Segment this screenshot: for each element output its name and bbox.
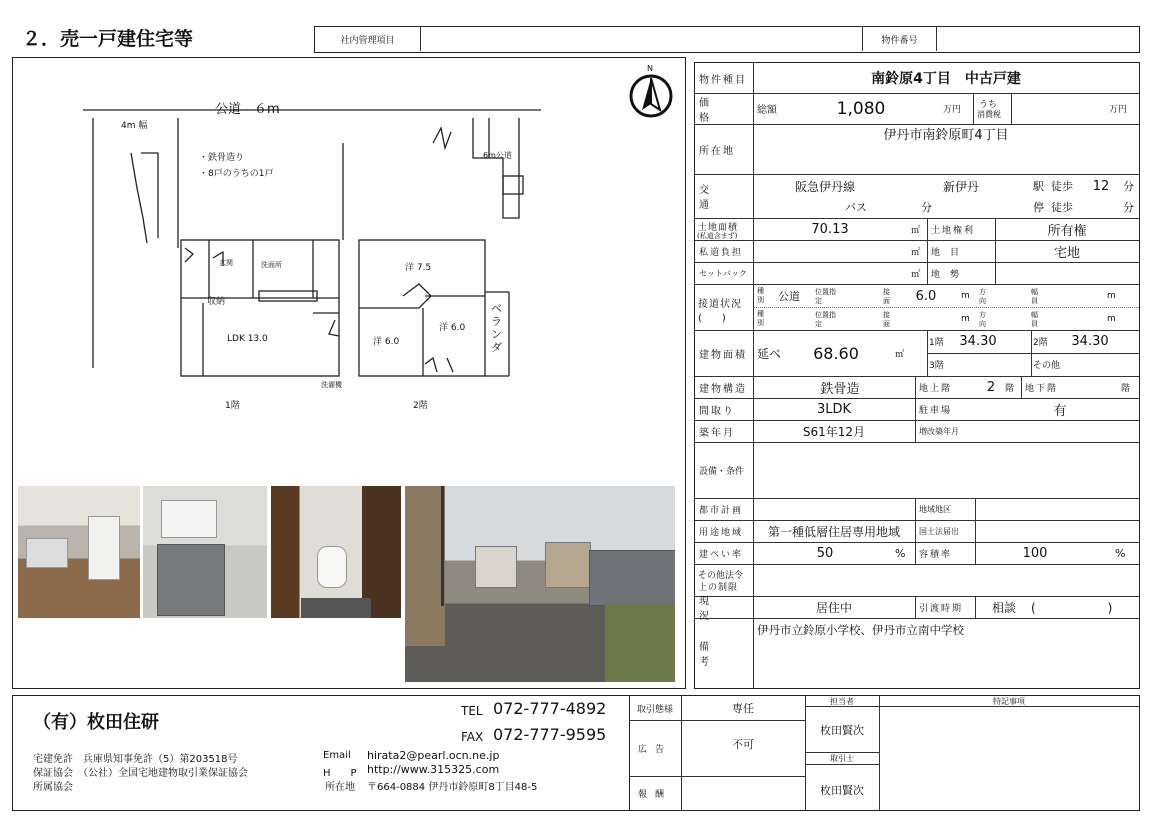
hp-label: H P: [323, 768, 357, 779]
above-label: 地上階: [919, 383, 953, 394]
bldg-area-value: 68.60: [813, 343, 859, 363]
veranda-label: ベランダ: [491, 302, 502, 354]
email-link[interactable]: hirata2@pearl.ocn.ne.jp: [367, 749, 500, 762]
fun1-label: 分: [1123, 180, 1134, 193]
sqm4: ㎡: [895, 349, 905, 360]
photo-kitchen: [18, 486, 140, 618]
photo-toilet: [271, 486, 401, 618]
fun2-label: 分: [1123, 201, 1134, 214]
room-60b-label: 洋 6.0: [439, 323, 466, 333]
tax-label-1: うち: [979, 100, 998, 110]
staff-value: 枚田賢次: [820, 724, 864, 737]
parking-value: 有: [1053, 403, 1067, 419]
houko2-label: 方向: [979, 311, 986, 328]
far-value: 100: [1022, 545, 1048, 561]
road-type-value: 公道: [778, 290, 800, 303]
shubetsu2-label: 種別: [757, 310, 764, 327]
photo-street: [405, 486, 675, 682]
floor2-area-value: 34.30: [1071, 334, 1109, 349]
yen2: 万円: [1109, 105, 1128, 115]
room-75-label: 洋 7.5: [405, 263, 432, 273]
station-value: 新伊丹: [942, 179, 979, 194]
storage-label: 収納: [207, 297, 226, 307]
fax-value: 072-777-9595: [493, 725, 607, 744]
built-value: S61年12月: [802, 424, 866, 439]
road-access-label: 接道状況: [698, 299, 742, 310]
room-60a-label: 洋 6.0: [373, 337, 400, 347]
deal-label: 取引態様: [636, 704, 673, 715]
kai2-label: 階: [1121, 383, 1131, 394]
floor1-label: 1階: [225, 401, 240, 411]
road-width2-unit: m: [961, 314, 970, 324]
floor-plan-drawing: [13, 58, 685, 478]
tel-label: TEL: [461, 704, 483, 718]
ichi-shitei2-label: 位置指定: [815, 311, 836, 328]
structure-value: 鉄骨造: [820, 381, 860, 397]
setsudo-label: 接面: [883, 288, 890, 305]
kind-label: 物件種目: [699, 74, 747, 86]
road-width-value: 6.0: [915, 288, 937, 304]
parking-label: 駐車場: [919, 405, 953, 416]
ad-value: 不可: [732, 738, 754, 751]
road-right-label: 6m公道: [483, 151, 512, 160]
photo-washroom: [143, 486, 267, 618]
floor2-label: 2階: [413, 401, 428, 411]
page-title: ２．売一戸建住宅等: [22, 28, 194, 50]
floor1-area-label: 1階: [929, 338, 944, 348]
floorplan-panel: [12, 57, 686, 689]
agent-label: 取引士: [830, 753, 854, 763]
remarks-label: 備考: [699, 642, 727, 668]
email-label: Email: [323, 750, 351, 761]
land-right-value: 所有権: [1047, 223, 1087, 239]
floor1-area-value: 34.30: [959, 334, 997, 349]
mgmt-field[interactable]: [421, 27, 863, 51]
kai-label: 階: [1005, 383, 1015, 394]
bldg-area-label: 建物面積: [699, 349, 747, 361]
assoc1-text: 保証協会 （公社）全国宅地建物取引業保証協会: [33, 768, 248, 779]
ldk-label: LDK 13.0: [227, 334, 268, 344]
zone-label: 用途地域: [699, 527, 744, 538]
total-value: 1,080: [836, 98, 886, 119]
washer-label: 洗濯機: [321, 381, 342, 389]
houko-label: 方向: [979, 288, 986, 305]
structure-label: 建物構造: [699, 383, 747, 395]
total-label: 総額: [757, 105, 777, 116]
floor2-area-label: 2階: [1033, 338, 1048, 348]
fax-label: FAX: [461, 730, 484, 744]
ad-label: 広告: [637, 744, 672, 755]
entrance-label: 玄関: [219, 259, 233, 267]
handover-paren: ( ): [1031, 600, 1113, 615]
nobe-label: 延べ: [757, 346, 782, 361]
setback-label: セットバック: [699, 268, 747, 278]
north-label: N: [647, 64, 653, 73]
walk2-label: 徒歩: [1051, 201, 1073, 214]
license-text: 宅建免許 兵庫県知事免許（5）第203518号: [33, 754, 238, 765]
hp-link[interactable]: http://www.315325.com: [367, 763, 500, 776]
below-label: 地下階: [1025, 383, 1059, 394]
address-value: 伊丹市南鈴原町4丁目: [883, 127, 1009, 143]
walk1-minutes: 12: [1092, 178, 1110, 194]
road-width-unit: m: [961, 291, 970, 301]
zone-value: 第一種低層住居専用地域: [767, 524, 900, 539]
property-no-field[interactable]: [937, 27, 1137, 51]
bcr-pct: %: [895, 546, 906, 560]
setsudo2-label: 接面: [883, 311, 890, 328]
address-label: 所在地: [699, 145, 735, 157]
district-label: 地域地区: [919, 504, 951, 514]
special-label: 特記事項: [993, 696, 1025, 706]
agent-value: 枚田賢次: [820, 784, 864, 797]
footer-panel: [12, 695, 1140, 811]
road-access-paren: ( ): [698, 313, 726, 324]
fukuin2-label: 幅員: [1031, 311, 1038, 328]
above-value: 2: [986, 379, 996, 395]
chimoku-value: 宅地: [1053, 245, 1080, 261]
washroom-label: 洗面所: [261, 261, 282, 269]
bcr-value: 50: [816, 545, 834, 561]
sqm2: ㎡: [911, 247, 921, 258]
road-left-label: 4m 幅: [121, 121, 148, 131]
property-no-label: 物件番号: [863, 27, 937, 51]
deal-value: 専任: [732, 702, 754, 715]
fukuin-unit: m: [1107, 291, 1116, 301]
floor3-area-label: 3階: [929, 361, 944, 371]
land-area-label: 土地面積: [698, 223, 739, 233]
equipment-label: 設備・条件: [699, 466, 745, 477]
tei-label: 停: [1033, 201, 1044, 214]
yen1: 万円: [943, 105, 962, 115]
land-area-sub: (私道含まず): [697, 232, 738, 240]
sqm3: ㎡: [911, 269, 921, 280]
tax-label-2: 消費税: [977, 110, 1001, 119]
price-label: 価格: [699, 97, 727, 124]
traffic-label: 交通: [699, 185, 727, 211]
assoc2-text: 所属協会: [33, 782, 73, 793]
remarks-value: 伊丹市立鈴原小学校、伊丹市立南中学校: [757, 623, 964, 637]
chimoku-label: 地目: [931, 247, 970, 258]
private-road-label: 私道負担: [699, 247, 744, 258]
line-value: 阪急伊丹線: [794, 179, 855, 194]
built-label: 築年月: [699, 427, 735, 439]
bus-label: バス: [845, 201, 867, 214]
status-value: 居住中: [815, 600, 852, 615]
eki-label: 駅: [1033, 180, 1044, 193]
fee-label: 報酬: [637, 789, 672, 800]
far-label: 容積率: [919, 549, 953, 560]
staff-label: 担当者: [830, 696, 854, 706]
property-info-table: [694, 62, 1140, 689]
tel-value: 072-777-4892: [493, 699, 607, 718]
law-label-2: 上の制限: [698, 583, 739, 593]
road-type-label: 種別: [757, 287, 764, 304]
kind-value: 南鈴原4丁目 中古戸建: [871, 71, 1021, 87]
far-pct: %: [1115, 546, 1126, 560]
other-area-label: その他: [1033, 361, 1061, 371]
management-bar: [314, 26, 1140, 53]
bcr-label: 建ぺい率: [699, 549, 744, 560]
city-plan-label: 都市計画: [699, 505, 744, 516]
office-addr: 〒664-0884 伊丹市鈴原町8丁目48-5: [367, 782, 538, 793]
ichi-shitei-label: 位置指定: [815, 288, 836, 305]
road-top-label: 公道 ６m: [215, 102, 280, 117]
note-structure: ・鉄骨造り: [199, 153, 245, 163]
fukuin2-unit: m: [1107, 314, 1116, 324]
note-units: ・8戸のうちの1戸: [199, 169, 274, 179]
land-area-value: 70.13: [811, 221, 849, 237]
fukuin-label: 幅員: [1031, 288, 1038, 305]
layout-value: 3LDK: [816, 401, 852, 417]
layout-label: 間取り: [699, 405, 735, 417]
handover-value: 相談: [991, 600, 1016, 615]
sqm1: ㎡: [911, 225, 921, 236]
mgmt-label: 社内管理項目: [315, 27, 421, 51]
bus-fun-label: 分: [921, 201, 932, 214]
status-label: 現況: [699, 596, 727, 622]
reno-label: 増改築年月: [919, 426, 959, 436]
kokudo-label: 国土法届出: [919, 526, 959, 536]
office-addr-label: 所在地: [325, 782, 355, 793]
handover-label: 引渡時期: [919, 603, 964, 614]
land-right-label: 土地権利: [931, 225, 976, 236]
company-name: （有）枚田住研: [33, 712, 159, 733]
law-label-1: その他法令: [698, 571, 744, 581]
chisei-label: 地勢: [931, 269, 970, 280]
walk1-label: 徒歩: [1051, 180, 1073, 193]
